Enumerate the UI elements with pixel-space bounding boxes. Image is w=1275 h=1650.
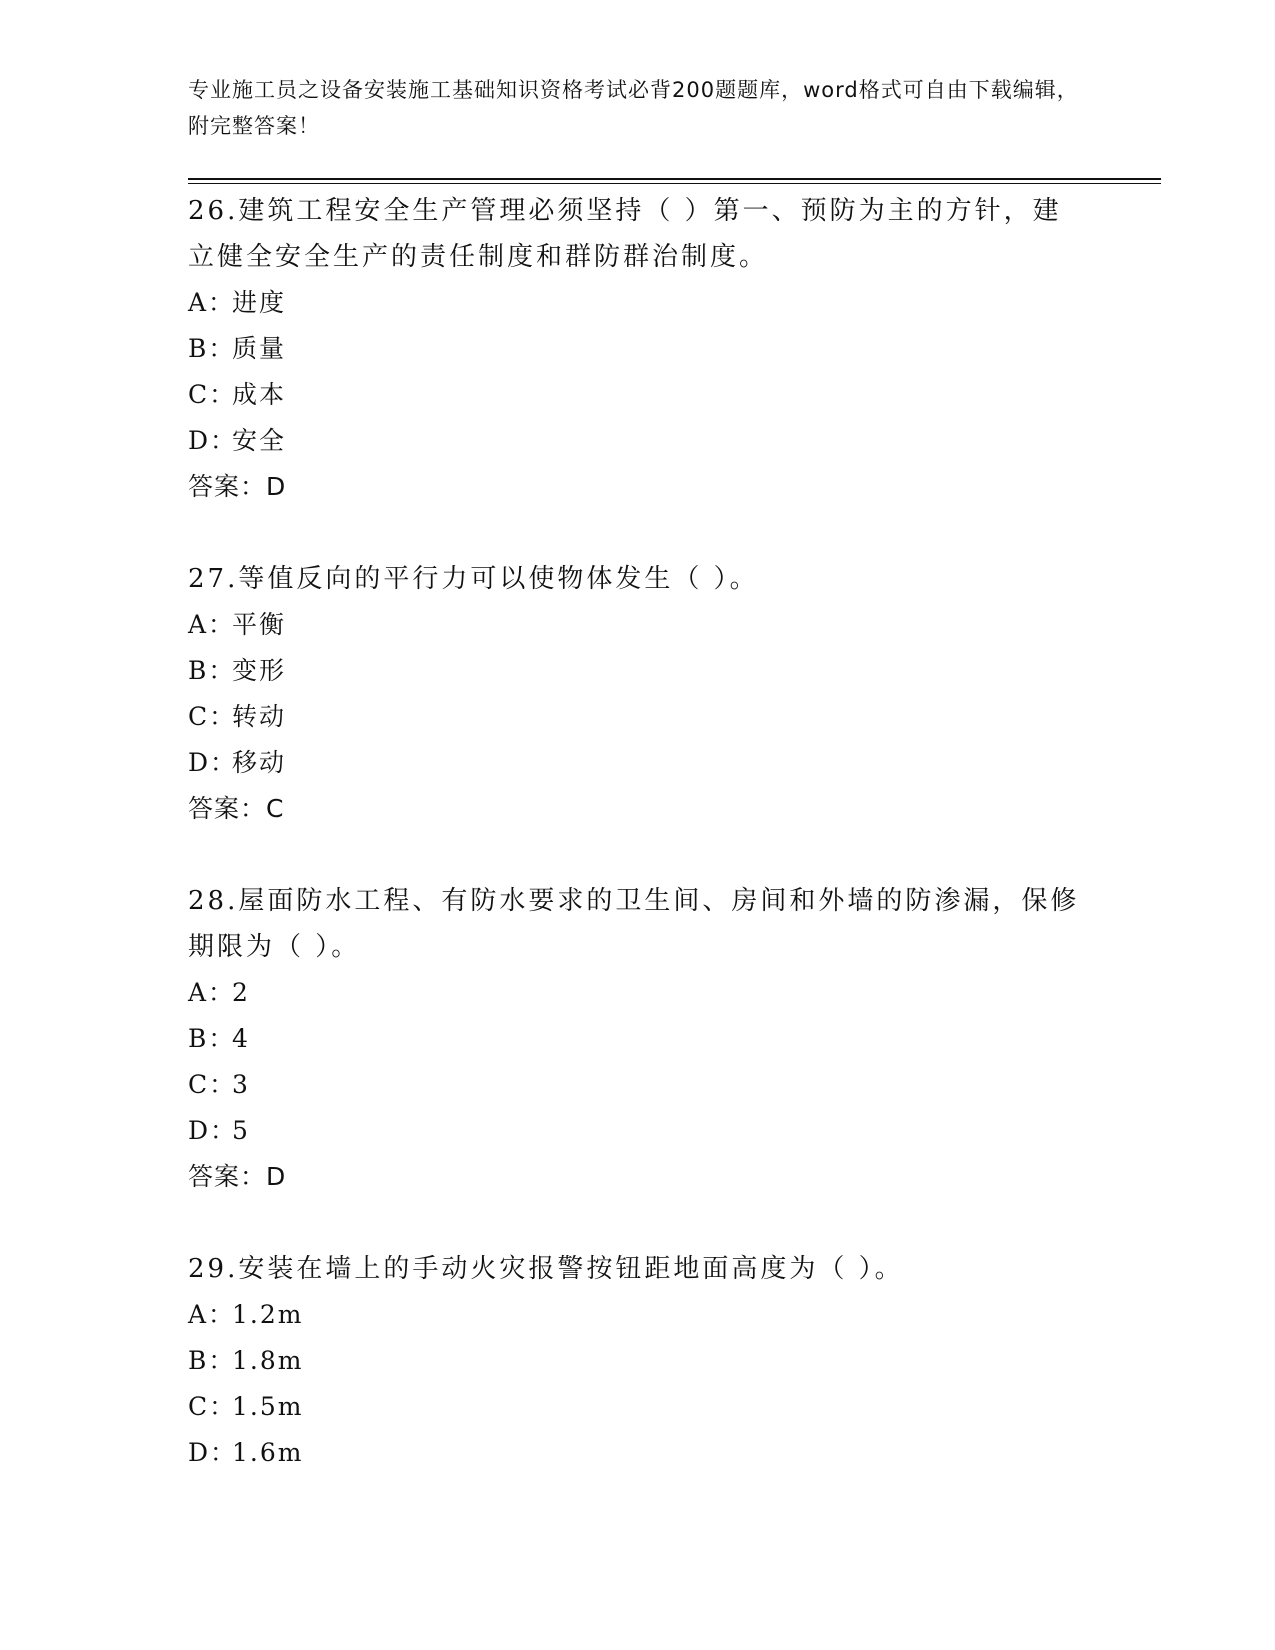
question-text: 29.安装在墙上的手动火灾报警按钮距地面高度为（ ）。	[188, 1254, 904, 1284]
question-27	[188, 556, 1088, 832]
option-letter: A：	[188, 978, 236, 1007]
option-letter: C：	[188, 702, 237, 731]
option-c	[188, 1384, 1088, 1430]
option-b	[188, 648, 1088, 694]
option-text: 成本	[232, 380, 287, 409]
option-text: 4	[232, 1024, 250, 1053]
option-a	[188, 280, 1088, 326]
option-letter: B：	[188, 1024, 236, 1053]
answer-line: 答案：C	[188, 794, 285, 823]
option-d	[188, 1430, 1088, 1476]
option-letter: B：	[188, 1346, 236, 1375]
option-letter: C：	[188, 1070, 237, 1099]
option-text: 平衡	[232, 610, 287, 639]
question-29	[188, 1246, 1088, 1476]
option-text: 1.2m	[232, 1300, 304, 1329]
question-text: 27.等值反向的平行力可以使物体发生（ ）。	[188, 564, 759, 594]
option-c	[188, 694, 1088, 740]
option-text: 进度	[232, 288, 287, 317]
option-letter: A：	[188, 288, 236, 317]
question-text: 26.建筑工程安全生产管理必须坚持（ ）第一、预防为主的方针，建立健全安全生产的责任制度和群防群治制度。	[188, 196, 1062, 272]
option-d	[188, 418, 1088, 464]
header-divider	[188, 178, 1161, 184]
option-letter: D：	[188, 1116, 238, 1145]
option-letter: C：	[188, 380, 237, 409]
option-text: 移动	[232, 748, 287, 777]
option-letter: B：	[188, 656, 236, 685]
option-text: 转动	[232, 702, 287, 731]
option-letter: D：	[188, 748, 238, 777]
option-text: 5	[232, 1116, 250, 1145]
option-d	[188, 1108, 1088, 1154]
option-b	[188, 1016, 1088, 1062]
option-a	[188, 970, 1088, 1016]
option-letter: B：	[188, 334, 236, 363]
option-letter: C：	[188, 1392, 237, 1421]
option-text: 变形	[232, 656, 287, 685]
question-28	[188, 878, 1088, 1200]
option-letter: D：	[188, 1438, 238, 1467]
answer-line: 答案：D	[188, 1162, 287, 1191]
option-text: 安全	[232, 426, 287, 455]
option-text: 2	[232, 978, 250, 1007]
option-letter: A：	[188, 610, 236, 639]
option-text: 质量	[232, 334, 287, 363]
option-b	[188, 1338, 1088, 1384]
option-d	[188, 740, 1088, 786]
option-text: 1.5m	[232, 1392, 304, 1421]
question-list	[188, 188, 1088, 1522]
option-a	[188, 1292, 1088, 1338]
answer-line: 答案：D	[188, 472, 287, 501]
option-b	[188, 326, 1088, 372]
question-text: 28.屋面防水工程、有防水要求的卫生间、房间和外墙的防渗漏，保修期限为（ ）。	[188, 886, 1080, 962]
option-text: 1.8m	[232, 1346, 304, 1375]
option-c	[188, 372, 1088, 418]
option-letter: D：	[188, 426, 238, 455]
option-c	[188, 1062, 1088, 1108]
option-text: 3	[232, 1070, 250, 1099]
document-header: 专业施工员之设备安装施工基础知识资格考试必背200题题库，word格式可自由下载编辑，附完整答案！	[188, 78, 1079, 138]
question-26	[188, 188, 1088, 510]
option-a	[188, 602, 1088, 648]
option-text: 1.6m	[232, 1438, 304, 1467]
option-letter: A：	[188, 1300, 236, 1329]
